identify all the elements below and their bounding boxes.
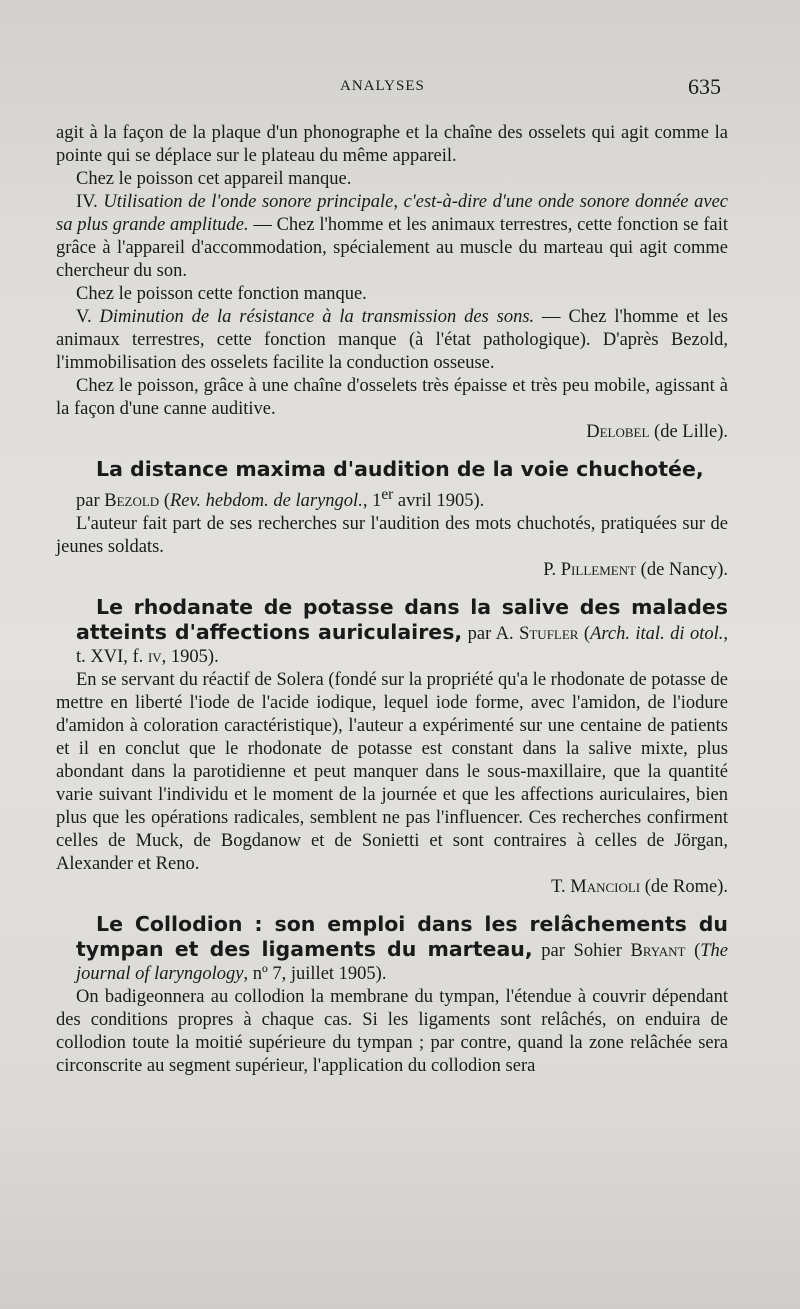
review-continued: [56, 122, 728, 444]
citation-fascicle: iv: [147, 647, 162, 668]
entry-title: La distance maxima d'audition de la voie chuchotée,: [96, 457, 704, 481]
citation-open: (: [159, 491, 170, 512]
citation-date-end: avril 1905).: [393, 491, 485, 512]
entry-heading: [56, 596, 728, 669]
paragraph: [56, 191, 728, 283]
citation-ref: , nº 7, juillet 1905).: [243, 964, 387, 985]
review-entry: [56, 913, 728, 1078]
citation-date-sup: er: [381, 486, 394, 503]
byline-prefix: par: [76, 491, 105, 512]
review-entry: [56, 458, 728, 582]
section-heading: Diminution de la résistance à la transmission des sons.: [99, 307, 535, 327]
byline-prefix: par A.: [462, 624, 520, 645]
paragraph: Chez le poisson cet appareil manque.: [76, 169, 352, 189]
entry-byline: [76, 486, 485, 512]
paragraph: On badigeonnera au collodion la membrane du tympan, l'étendue à couvrir dépendant des conditions propres à chaque cas. Si les ligaments sont relâchés, on enduira de collodion toute la moitié supérieure du tympan ; par contre, quand la zone relâchée sera circonscrite au segment supérieur, l'application du collodion sera: [56, 987, 728, 1077]
reviewer-initial: P.: [543, 560, 561, 581]
reviewer-place: (de Nancy).: [636, 560, 728, 581]
reviewer-place: (de Lille).: [649, 422, 728, 442]
paragraph: agit à la façon de la plaque d'un phonographe et la chaîne des osselets qui agit comme la pointe qui se déplace sur le plateau du même appareil.: [56, 123, 728, 166]
paragraph-text: — Chez l'homme et les animaux terrestres, cette fonction se fait grâce à l'appareil d'accommodation, spécialement au muscle du marteau qui agit comme chercheur du son.: [56, 215, 728, 281]
entry-title: Le rhodanate de potasse dans la salive des malades atteints d'affections auriculaires,: [76, 595, 728, 645]
reviewer-name: Mancioli: [570, 877, 641, 898]
citation-ref: , t. XVI, f.: [76, 624, 728, 668]
entry-heading: [56, 458, 728, 513]
reviewer-signature: [56, 559, 728, 582]
journal-name: The journal of laryngology: [76, 941, 728, 985]
author-name: Bryant: [630, 941, 686, 962]
author-name: Bezold: [104, 491, 160, 512]
entry-title: Le Collodion : son emploi dans les relâchements du tympan et des ligaments du marteau,: [76, 912, 728, 962]
reviewer-initial: T.: [551, 877, 571, 898]
paragraph: L'auteur fait part de ses recherches sur l'audition des mots chuchotés, pratiquées sur de jeunes soldats.: [56, 514, 728, 558]
section-number: IV.: [76, 192, 98, 212]
journal-name: Arch. ital. di otol.: [590, 624, 724, 645]
section-number: V.: [76, 307, 92, 327]
reviewer-name: Delobel: [586, 422, 650, 442]
running-title: ANALYSES: [340, 78, 425, 94]
review-entry: [56, 596, 728, 899]
paragraph-text: — Chez l'homme et les animaux terrestres, cette fonction manque (à l'état pathologique). D'après Bezold, l'immobilisation des osselets facilite la conduction osseuse.: [56, 307, 728, 373]
section-heading: Utilisation de l'onde sonore principale, c'est-à-dire d'une onde sonore donnée avec sa plus grande amplitude.: [56, 192, 728, 235]
journal-name: Rev. hebdom. de laryngol.: [170, 491, 363, 512]
reviewer-place: (de Rome).: [640, 877, 728, 898]
citation-open: (: [685, 941, 701, 962]
citation-open: (: [578, 624, 591, 645]
citation-date: , 1: [362, 491, 382, 512]
reviewer-name: Pillement: [560, 560, 637, 581]
paragraph: Chez le poisson, grâce à une chaîne d'osselets très épaisse et très peu mobile, agissant à la façon d'une canne auditive.: [56, 376, 728, 419]
reviewer-signature: [56, 421, 728, 444]
entry-heading: [56, 913, 728, 986]
byline-prefix: par Sohier: [532, 941, 631, 962]
paragraph: Chez le poisson cette fonction manque.: [76, 284, 367, 304]
author-name: Stufler: [519, 624, 579, 645]
citation-ref-end: , 1905).: [161, 647, 219, 668]
reviewer-signature: [56, 876, 728, 899]
page-body: [56, 122, 728, 1078]
page-number: 635: [688, 74, 721, 99]
paragraph: [56, 306, 728, 375]
paragraph: En se servant du réactif de Solera (fondé sur la propriété qu'a le rhodonate de potasse de mettre en liberté l'iode de l'acide iodique, lequel iode forme, avec l'amidon, de l'iodure d'amidon à coloration caractéristique), l'auteur a expérimenté sur une centaine de patients et il en conclut que le rhodonate de potasse est constant dans la salive mixte, plus abondant dans la parotidienne et peut manquer dans le sous-maxillaire, que la quantité varie suivant l'individu et le moment de la journée et que les affections auriculaires, bien plus que les opérations radicales, semblent ne pas l'influencer. Ces recherches confirment celles de Muck, de Bogdanow et de Sonietti et sont contraires à celles de Jörgan, Alexander et Reno.: [56, 670, 728, 875]
